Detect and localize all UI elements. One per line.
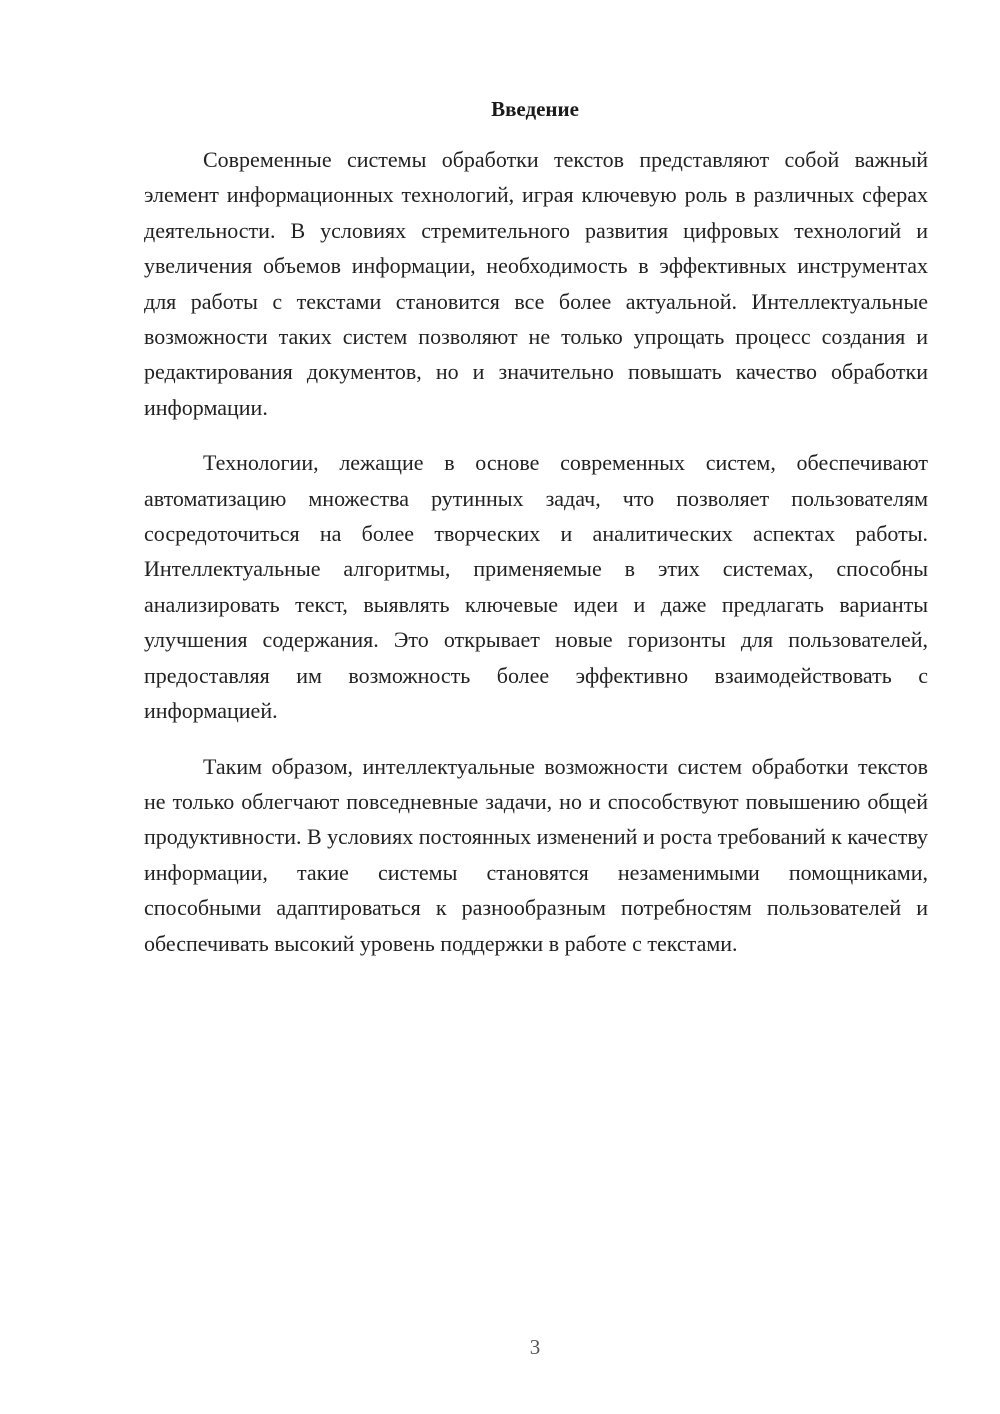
section-heading: Введение — [491, 97, 579, 121]
body-text — [144, 142, 928, 961]
paragraph-2: Технологии, лежащие в основе современных систем, обеспечивают автоматизацию множества рутинных задач, что позволяет пользователям сосредоточиться на более творческих и аналитических аспектах работы. Интеллектуальные алгоритмы, применяемые в этих системах, способны анализировать текст, выявлять ключевые идеи и даже предлагать варианты улучшения содержания. Это открывает новые горизонты для пользователей, предоставляя им возможность более эффективно взаимодействовать с информацией. — [144, 450, 928, 724]
page-number: 3 — [529, 1335, 541, 1359]
paragraph-1: Современные системы обработки текстов представляют собой важный элемент информационных технологий, играя ключевую роль в различных сферах деятельности. В условиях стремительного развития цифровых технологий и увеличения объемов информации, необходимость в эффективных инструментах для работы с текстами становится все более актуальной. Интеллектуальные возможности таких систем позволяют не только упрощать процесс создания и редактирования документов, но и значительно повышать качество обработки информации. — [144, 147, 928, 420]
paragraph-3: Таким образом, интеллектуальные возможности систем обработки текстов не только облегчают повседневные задачи, но и способствуют повышению общей продуктивности. В условиях постоянных изменений и роста требований к качеству информации, такие системы становятся незаменимыми помощниками, способными адаптироваться к разнообразным потребностям пользователей и обеспечивать высокий уровень поддержки в работе с текстами. — [144, 753, 928, 956]
